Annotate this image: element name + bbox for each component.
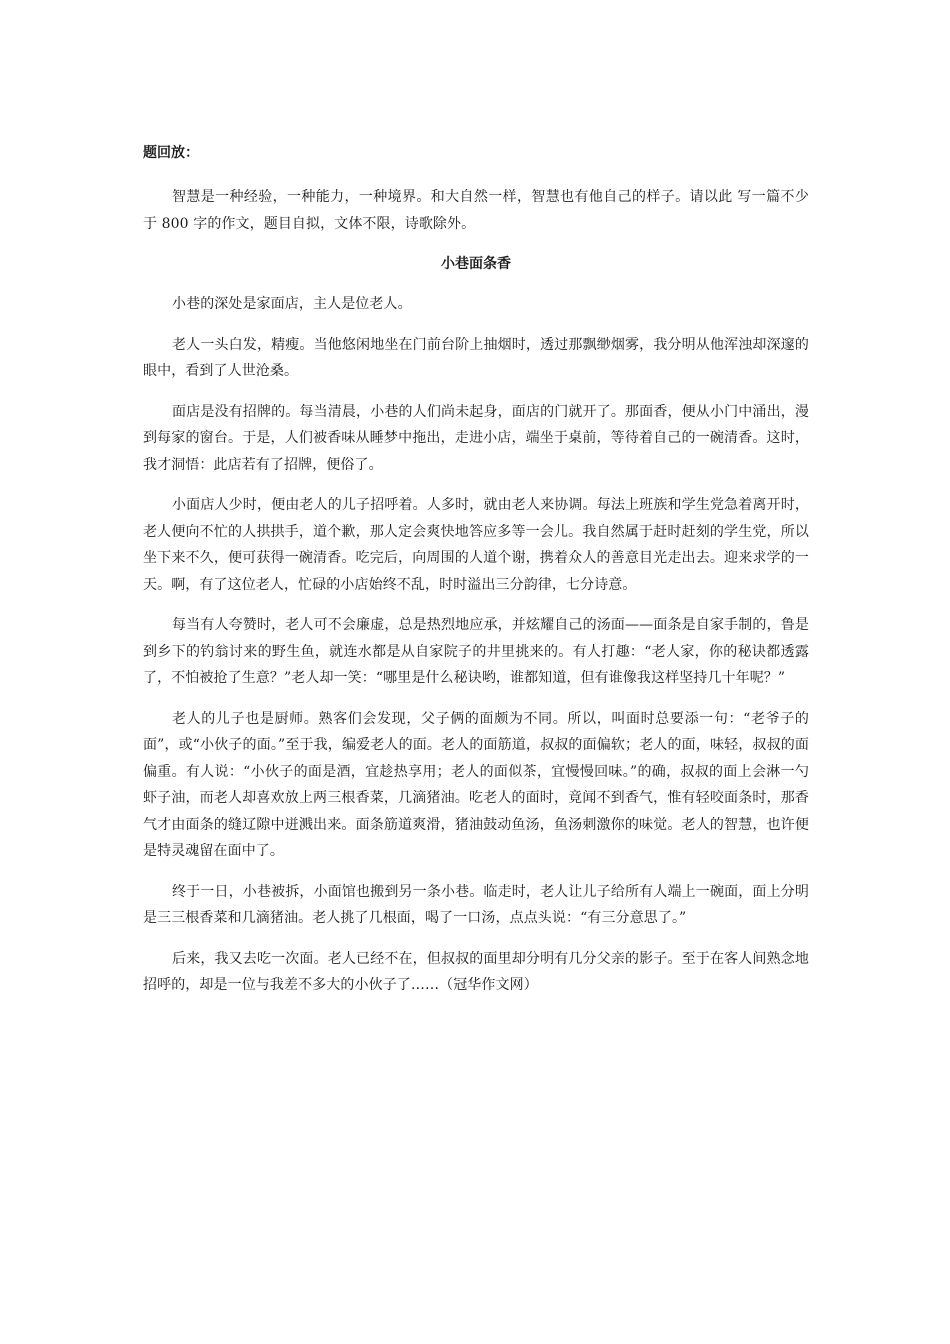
essay-paragraph: 小巷的深处是家面店，主人是位老人。	[172, 296, 412, 312]
essay-paragraph: 老人的儿子也是厨师。熟客们会发现，父子俩的面颇为不同。所以，叫面时总要添一句：“老爷子的面”，或“小伙子的面。”至于我，编爱老人的面。老人的面筋道，叔叔的面偏软；老人的面，味轻，叔叔的面偏重。有人说：“小伙子的面是酒，宜趁热享用；老人的面似茶，宜慢慢回味。”的确，叔叔的面上会淋一勺虾子油，而老人却喜欢放上两三根香菜，几滴猪油。吃老人的面时，竟闻不到香气，惟有轻咬面条时，那香气才由面条的缝辽隙中迸溅出来。面条筋道爽滑，猪油鼓动鱼汤，鱼汤刺激你的味觉。老人的智慧，也许便是特灵魂留在面中了。	[143, 710, 809, 859]
essay-paragraph: 终于一日，小巷被拆，小面馆也搬到另一条小巷。临走时，老人让儿子给所有人端上一碗面，面上分明是三三根香菜和几滴猪油。老人挑了几根面，喝了一口汤，点点头说：“有三分意思了。”	[143, 883, 809, 926]
essay-paragraph: 小面店人少时，便由老人的儿子招呼着。人多时，就由老人来协调。每法上班族和学生党急着离开时，老人便向不忙的人拱拱手，道个歉，那人定会爽快地答应多等一会儿。我自然属于赶时赶刻的学生党，所以坐下来不久，便可获得一碗清香。吃完后，向周围的人道个谢，携着众人的善意目光走出去。迎来求学的一天。啊，有了这位老人，忙碌的小店始终不乱，时时溢出三分韵律，七分诗意。	[143, 497, 809, 593]
essay-paragraph: 老人一头白发，精瘦。当他悠闲地坐在门前台阶上抽烟时，透过那飘缈烟雾，我分明从他浑浊却深邃的眼中，看到了人世沧桑。	[143, 336, 809, 379]
prompt-text: 智慧是一种经验，一种能力，一种境界。和大自然一样，智慧也有他自己的样子。请以此 写一篇不少于 800 字的作文，题目自拟，文体不限，诗歌除外。	[143, 189, 809, 232]
essay-paragraph: 面店是没有招牌的。每当清晨，小巷的人们尚未起身，面店的门就开了。那面香，便从小门中涌出，漫到每家的窗台。于是，人们被香味从睡梦中拖出，走进小店，端坐于桌前，等待着自己的一碗清香。这时，我才洞悟：此店若有了招牌，便俗了。	[143, 403, 809, 473]
essay-title: 小巷面条香	[441, 256, 511, 272]
prompt-heading: 题回放：	[143, 145, 199, 161]
essay-paragraph: 每当有人夸赞时，老人可不会廉虚，总是热烈地应承，并炫耀自己的汤面——面条是自家手制的，鲁是到乡下的钓翁讨来的野生鱼，就连水都是从自家院子的井里挑来的。有人打趣：“老人家，你的秘诀都透露了，不怕被抢了生意？”老人却一笑：“哪里是什么秘诀哟，谁都知道，但有谁像我这样坚持几十年呢？”	[143, 617, 809, 686]
document-page	[143, 140, 809, 1013]
essay-paragraph: 后来，我又去吃一次面。老人已经不在，但叔叔的面里却分明有几分父亲的影子。至于在客人间熟念地招呼的，却是一位与我差不多大的小伙子了……（冠华作文网）	[143, 950, 809, 993]
